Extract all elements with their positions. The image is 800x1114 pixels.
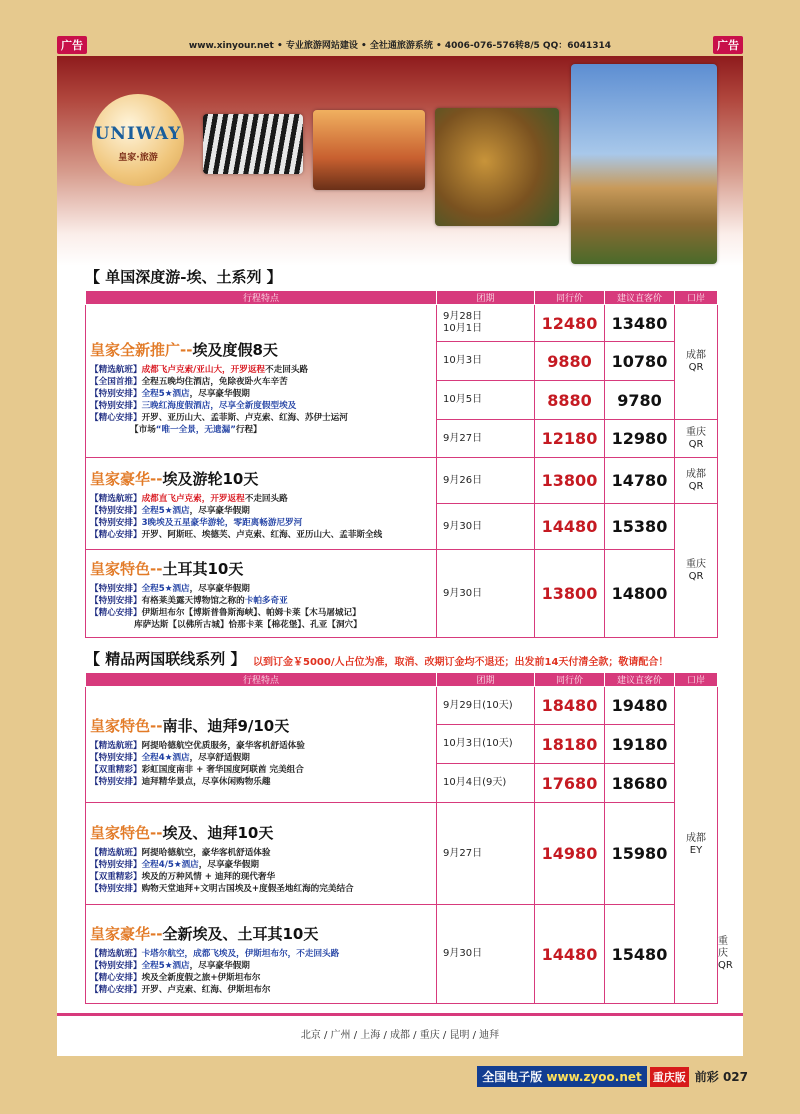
feature-line: 【特别安排】全程5★酒店，尽享豪华假期 (90, 583, 250, 594)
feature-line: 【特别安排】全程5★酒店，尽享豪华假期 (90, 960, 250, 971)
feature-line: 【精选航班】成都直飞卢克索，开罗返程不走回头路 (90, 493, 288, 504)
departure-date: 9月26日 (437, 458, 535, 504)
feature-line: 【特别安排】全程5★酒店，尽享豪华假期 (90, 505, 250, 516)
col-header: 同行价 (535, 673, 605, 687)
agent-price: 13800 (535, 550, 605, 638)
retail-price: 14780 (605, 458, 675, 504)
feature-line: 【精心安排】开罗、卢克索、红海、伊斯坦布尔 (90, 984, 271, 995)
agent-price: 14980 (535, 803, 605, 905)
feature-line: 【双重精彩】埃及的万种风情 + 迪拜的现代奢华 (90, 872, 276, 882)
footer-divider (57, 1013, 743, 1016)
feature-line: 库萨达斯【以佛所古城】恰那卡莱【棉花堡】、孔亚【洞穴】 (134, 619, 362, 630)
feature-line: 【精心安排】埃及全新度假之旅+伊斯坦布尔 (90, 972, 261, 983)
departure-port: 成都 EY (675, 687, 718, 1004)
feature-line: 【精选航班】阿提哈德航空优质服务，豪华客机舒适体验 (90, 741, 305, 751)
feature-line: 【精心安排】开罗、亚历山大、孟菲斯、卢克索、红海、苏伊士运河 (90, 412, 348, 423)
feature-line: 【特别安排】迪拜精华景点，尽享休闲购物乐趣 (90, 777, 271, 787)
section1-title: 【 单国深度游-埃、土系列 】 (85, 268, 282, 286)
section2-table: 行程特点 团期 同行价 建议直客价 口岸 皇家特色--南非、迪拜9/10天 【精选航班】阿提哈德航空优质服务，豪华客机舒适体验 【特别安排】全程4★酒店，尽享舒适假期 【双重精彩】彩虹国度南非 + 奢华国度阿联酋 完美组合 【特别安排】迪拜精华景点，尽享休闲购物乐趣 9月29日(10天) 18480 19480 成都 EY 10月3日(10天) 18180 19180 10月4日(9天) 17680 18680 皇家特色--埃及、迪拜10天 【精选航班】阿提哈德航空，豪华客机舒适体验 【特别安排】全程4/5★酒店，尽享豪华假期 【双重精彩】埃及的万种风情 + 迪拜的现代奢华 【特别安排】购物天堂迪拜+文明古国埃及+度假圣地红海的完美结合 9月27日 14980 15980 皇家豪华--全新埃及、土耳其10天 【精选航班】卡塔尔航空，成都飞埃及，伊斯坦布尔，不走回头路 【特别安排】全程5★酒店，尽享豪华假期 【精心安排】埃及全新度假之旅+伊斯坦布尔 【精心安排】开罗、卢克索、红海、伊斯坦布尔 9月30日 14480 15480 重庆 QR (85, 672, 718, 1004)
departure-port: 成都 QR (675, 305, 718, 420)
agent-price: 18480 (535, 687, 605, 725)
product-turkey-10d (86, 550, 437, 638)
feature-line: 【特别安排】有格莱美露天博物馆之称的卡帕多奇亚 (90, 595, 288, 606)
retail-price: 14800 (605, 550, 675, 638)
feature-line: 【特别安排】3晚埃及五星豪华游轮，零距离畅游尼罗河 (90, 517, 303, 528)
col-header: 口岸 (675, 673, 718, 687)
retail-price: 10780 (605, 342, 675, 381)
departure-date: 9月30日 (437, 504, 535, 550)
col-header: 行程特点 (86, 291, 437, 305)
product-egypt-turkey (86, 905, 437, 1004)
product-title: 皇家豪华--全新埃及、土耳其10天 (90, 924, 319, 943)
product-egypt-8d (86, 305, 437, 458)
feature-line: 【特别安排】三晚红海度假酒店，尽享全新度假型埃及 (90, 400, 297, 411)
agent-price: 9880 (535, 342, 605, 381)
retail-price: 18680 (605, 764, 675, 803)
page-footer (477, 1066, 748, 1087)
top-info-line: www.xinyour.net • 专业旅游网站建设 • 全社通旅游系统 • 4006-076-576转8/5 QQ：6041314 (188, 41, 612, 51)
ad-tag-right: 广告 (713, 36, 743, 54)
departure-date: 9月27日 (437, 420, 535, 458)
logo-brand: UNIWAY (94, 124, 182, 144)
feature-line: 【精选航班】阿提哈德航空，豪华客机舒适体验 (90, 848, 271, 858)
feature-line: 【精心安排】开罗、阿斯旺、埃德芙、卢克索、红海、亚历山大、孟菲斯全线 (90, 529, 383, 540)
departure-date: 9月30日 (437, 550, 535, 638)
departure-date: 10月5日 (437, 381, 535, 420)
col-header: 团期 (437, 673, 535, 687)
retail-price: 19480 (605, 687, 675, 725)
feature-line: 【特别安排】全程4★酒店，尽享舒适假期 (90, 753, 250, 763)
product-title: 皇家特色--南非、迪拜9/10天 (90, 717, 290, 735)
retail-price: 15980 (605, 803, 675, 905)
edition-label: 全国电子版 www.zyoo.net (477, 1066, 647, 1087)
departure-date: 9月29日(10天) (437, 687, 535, 725)
product-title: 皇家豪华--埃及游轮10天 (90, 469, 259, 488)
feature-line: 【双重精彩】彩虹国度南非 + 奢华国度阿联酋 完美组合 (90, 765, 304, 775)
deposit-note: 以到订金￥5000/人占位为准，取消、改期订金均不退还；出发前14天付清全款；敬请配合！ (253, 657, 669, 668)
col-header: 团期 (437, 291, 535, 305)
agent-price: 12180 (535, 420, 605, 458)
product-egypt-dubai (86, 803, 437, 905)
col-header: 同行价 (535, 291, 605, 305)
feature-line: 【精选航班】卡塔尔航空，成都飞埃及，伊斯坦布尔，不走回头路 (90, 948, 340, 959)
departure-date: 10月3日(10天) (437, 725, 535, 764)
page-number: 前彩 027 (694, 1070, 748, 1084)
departure-date: 9月28日 10月1日 (437, 305, 535, 342)
retail-price: 12980 (605, 420, 675, 458)
departure-date: 9月27日 (437, 803, 535, 905)
logo-sub: 皇家·旅游 (118, 153, 158, 163)
feature-line: 【全国首推】全程五晚均住酒店，免除夜卧火车辛苦 (90, 376, 288, 387)
zebra-photo (203, 114, 303, 174)
departure-port: 重庆 QR (675, 420, 718, 458)
agent-price: 14480 (535, 504, 605, 550)
agent-price: 8880 (535, 381, 605, 420)
section2-title: 【 精品两国联线系列 】 (85, 650, 246, 668)
departure-date: 10月3日 (437, 342, 535, 381)
departure-date: 9月30日 (437, 905, 535, 1004)
col-header: 建议直客价 (605, 291, 675, 305)
feature-line: 【市场“唯一全景，无遗漏”行程】 (130, 424, 262, 435)
feature-line: 【特别安排】全程4/5★酒店，尽享豪华假期 (90, 860, 259, 870)
camel-photo (313, 110, 425, 190)
departure-port: 重庆 QR (675, 504, 718, 638)
ad-tag-left: 广告 (57, 36, 87, 54)
product-title: 皇家特色--埃及、迪拜10天 (90, 824, 274, 842)
agent-price: 18180 (535, 725, 605, 764)
flyer-sheet (57, 56, 743, 1056)
departure-port: 成都 QR (675, 458, 718, 504)
feature-line: 【特别安排】全程5★酒店，尽享豪华假期 (90, 388, 250, 399)
feature-line: 【特别安排】购物天堂迪拜+文明古国埃及+度假圣地红海的完美结合 (90, 884, 354, 894)
agent-price: 13800 (535, 458, 605, 504)
hero-banner (57, 56, 743, 266)
agent-price: 12480 (535, 305, 605, 342)
feature-line: 【精心安排】伊斯坦布尔【博斯普鲁斯海峡】、帕姆卡莱【木马屠城记】 (90, 607, 361, 618)
office-cities: 北京 / 广州 / 上海 / 成都 / 重庆 / 昆明 / 迪拜 (300, 1030, 500, 1041)
feature-line: 【精选航班】成都飞卢克索/亚山大，开罗返程不走回头路 (90, 364, 309, 375)
agent-price: 14480 (535, 905, 605, 1004)
retail-price: 15480 (605, 905, 675, 1004)
product-title: 皇家全新推广--埃及度假8天 (90, 340, 278, 359)
col-header: 建议直客价 (605, 673, 675, 687)
lion-photo (435, 108, 559, 226)
product-southafrica-dubai (86, 687, 437, 803)
product-egypt-cruise-10d (86, 458, 437, 550)
uniway-logo (92, 94, 184, 186)
product-title: 皇家特色--土耳其10天 (90, 559, 244, 578)
col-header: 口岸 (675, 291, 718, 305)
giraffe-photo (571, 64, 717, 264)
retail-price: 15380 (605, 504, 675, 550)
agent-price: 17680 (535, 764, 605, 803)
retail-price: 19180 (605, 725, 675, 764)
col-header: 行程特点 (86, 673, 437, 687)
departure-date: 10月4日(9天) (437, 764, 535, 803)
retail-price: 9780 (605, 381, 675, 420)
retail-price: 13480 (605, 305, 675, 342)
edition-city: 重庆版 (650, 1067, 689, 1087)
section1-table (85, 290, 718, 638)
